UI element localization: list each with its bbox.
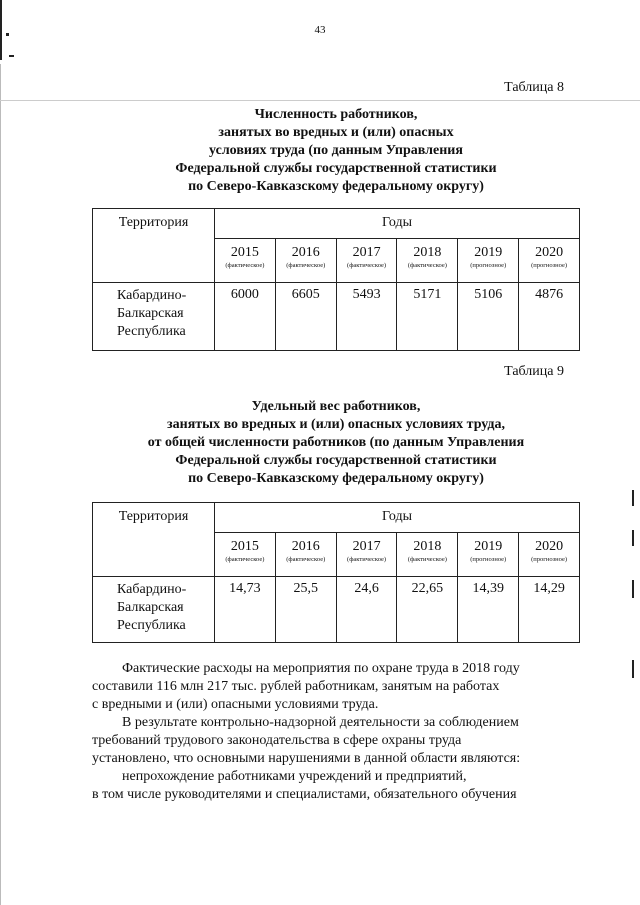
year: 2019 bbox=[474, 245, 503, 260]
year-note: (фактическое) bbox=[347, 262, 387, 269]
value-cell: 5106 bbox=[458, 283, 519, 351]
year: 2018 bbox=[413, 539, 442, 554]
scan-mark bbox=[0, 100, 640, 101]
scan-mark bbox=[9, 55, 14, 57]
header-territory: Территория bbox=[93, 209, 215, 283]
year-header bbox=[519, 533, 580, 577]
caption-line: Федеральной службы государственной статистики bbox=[175, 161, 497, 176]
region-line: Балкарская bbox=[117, 600, 184, 615]
year: 2017 bbox=[352, 245, 381, 260]
caption-line: занятых во вредных и (или) опасных bbox=[218, 125, 454, 140]
paragraph-line: с вредными и (или) опасными условиями труда. bbox=[92, 697, 379, 712]
region-cell bbox=[93, 577, 215, 643]
year-note: (фактическое) bbox=[286, 556, 326, 563]
year-note: (фактическое) bbox=[225, 556, 265, 563]
year-note: (фактическое) bbox=[407, 556, 447, 563]
paragraph-line: в том числе руководителями и специалистами, обязательного обучения bbox=[92, 787, 517, 802]
table9-label: Таблица 9 bbox=[504, 364, 564, 379]
year-header bbox=[215, 533, 276, 577]
paragraph-violations bbox=[92, 768, 568, 804]
value-cell: 4876 bbox=[519, 283, 580, 351]
table9 bbox=[92, 502, 580, 643]
table9-caption bbox=[92, 398, 580, 488]
value-cell: 14,39 bbox=[458, 577, 519, 643]
region-line: Республика bbox=[117, 618, 186, 633]
value-cell: 6605 bbox=[275, 283, 336, 351]
region-line: Республика bbox=[117, 324, 186, 339]
year-header bbox=[275, 533, 336, 577]
value-cell: 14,29 bbox=[519, 577, 580, 643]
year-header bbox=[336, 239, 397, 283]
caption-line: занятых во вредных и (или) опасных условиях труда, bbox=[167, 417, 505, 432]
year-header bbox=[458, 239, 519, 283]
scan-mark bbox=[632, 660, 634, 678]
value-cell: 24,6 bbox=[336, 577, 397, 643]
year: 2016 bbox=[291, 539, 320, 554]
year-note: (фактическое) bbox=[407, 262, 447, 269]
scan-mark bbox=[632, 530, 634, 546]
scan-mark bbox=[0, 0, 2, 60]
year: 2019 bbox=[474, 539, 503, 554]
year: 2015 bbox=[230, 245, 259, 260]
year-note: (фактическое) bbox=[225, 262, 265, 269]
year: 2015 bbox=[230, 539, 259, 554]
year-header bbox=[397, 239, 458, 283]
year-note: (фактическое) bbox=[286, 262, 326, 269]
region-line: Балкарская bbox=[117, 306, 184, 321]
year: 2020 bbox=[535, 245, 564, 260]
value-cell: 6000 bbox=[215, 283, 276, 351]
page-number: 43 bbox=[314, 24, 326, 36]
year-note: (прогнозное) bbox=[531, 262, 568, 269]
year: 2016 bbox=[291, 245, 320, 260]
table-row bbox=[93, 577, 580, 643]
paragraph-line: требований трудового законодательства в сфере охраны труда bbox=[92, 733, 462, 748]
year: 2018 bbox=[413, 245, 442, 260]
year-header bbox=[336, 533, 397, 577]
scan-mark bbox=[6, 33, 9, 36]
year-header bbox=[458, 533, 519, 577]
value-cell: 22,65 bbox=[397, 577, 458, 643]
scan-mark bbox=[632, 490, 634, 506]
caption-line: по Северо-Кавказскому федеральному округу) bbox=[188, 471, 484, 486]
caption-line: условиях труда (по данным Управления bbox=[209, 143, 463, 158]
region-cell bbox=[93, 283, 215, 351]
paragraph-line: составили 116 млн 217 тыс. рублей работникам, занятым на работах bbox=[92, 679, 500, 694]
paragraph-inspection bbox=[92, 714, 568, 768]
region-line: Кабардино- bbox=[117, 582, 187, 597]
value-cell: 5493 bbox=[336, 283, 397, 351]
table8-label: Таблица 8 bbox=[504, 80, 564, 95]
caption-line: Численность работников, bbox=[254, 107, 418, 122]
caption-line: по Северо-Кавказскому федеральному округу) bbox=[188, 179, 484, 194]
year-header bbox=[275, 239, 336, 283]
year: 2020 bbox=[535, 539, 564, 554]
caption-line: Удельный вес работников, bbox=[251, 399, 421, 414]
value-cell: 14,73 bbox=[215, 577, 276, 643]
paragraph-line: непрохождение работниками учреждений и предприятий, bbox=[122, 769, 467, 784]
value-cell: 5171 bbox=[397, 283, 458, 351]
year-header bbox=[397, 533, 458, 577]
caption-line: Федеральной службы государственной статистики bbox=[175, 453, 497, 468]
year-header bbox=[215, 239, 276, 283]
region-line: Кабардино- bbox=[117, 288, 187, 303]
scan-mark bbox=[632, 580, 634, 598]
year: 2017 bbox=[352, 539, 381, 554]
table-row bbox=[93, 283, 580, 351]
caption-line: от общей численности работников (по данным Управления bbox=[147, 435, 525, 450]
scan-mark bbox=[0, 64, 1, 905]
paragraph-line: установлено, что основными нарушениями в данной области являются: bbox=[92, 751, 521, 766]
header-years: Годы bbox=[215, 503, 580, 533]
year-note: (прогнозное) bbox=[531, 556, 568, 563]
paragraph-line: В результате контрольно-надзорной деятельности за соблюдением bbox=[122, 715, 519, 730]
header-years: Годы bbox=[215, 209, 580, 239]
paragraph-expenses bbox=[92, 660, 568, 714]
value-cell: 25,5 bbox=[275, 577, 336, 643]
year-note: (прогнозное) bbox=[470, 262, 507, 269]
table8-caption bbox=[92, 106, 580, 196]
header-territory: Территория bbox=[93, 503, 215, 577]
paragraph-line: Фактические расходы на мероприятия по охране труда в 2018 году bbox=[122, 661, 520, 676]
year-header bbox=[519, 239, 580, 283]
year-note: (фактическое) bbox=[347, 556, 387, 563]
table8 bbox=[92, 208, 580, 351]
year-note: (прогнозное) bbox=[470, 556, 507, 563]
